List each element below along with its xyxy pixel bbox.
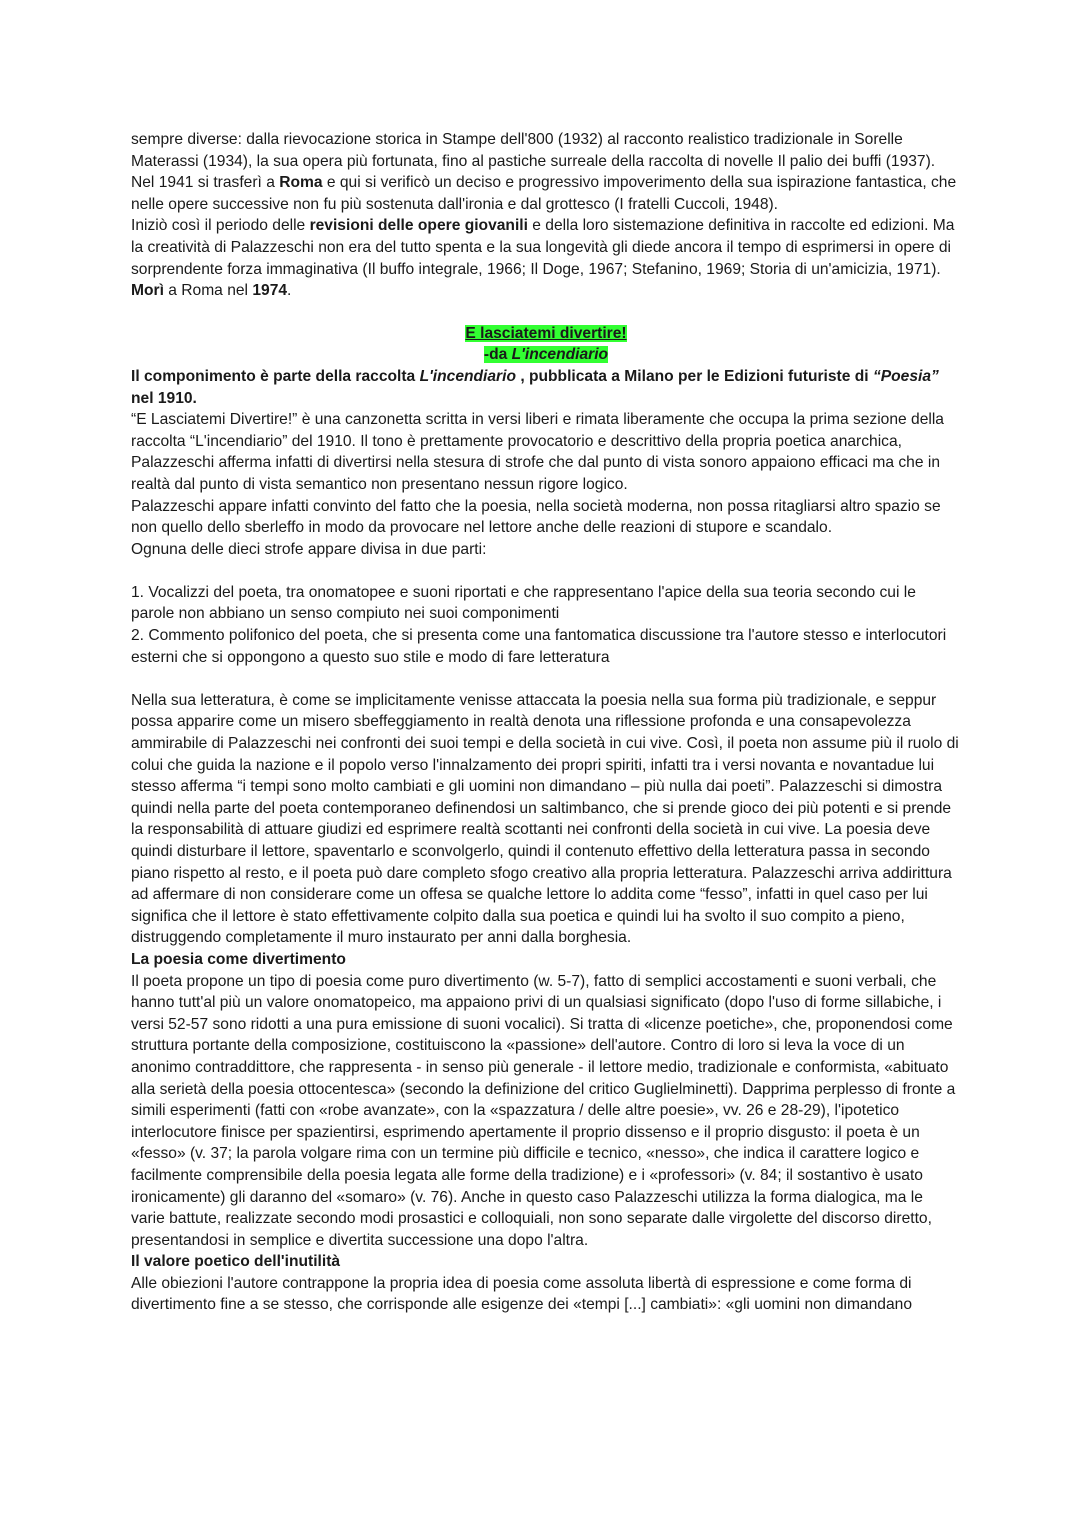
body-paragraph-5: Il poeta propone un tipo di poesia come puro divertimento (w. 5-7), fatto di semplici accostamenti e suoni verbali, che hanno tutt'al più un valore onomatopeico, ma appaiono privi di un qualsiasi significato (dopo l'uso di forme sillabiche, i versi 52-57 sono ridotti a una pura emissione di suoni vocalici). Si tratta di «licenze poetiche», che, proponendosi come struttura portante della composizione, costituiscono la «passione» dell'autore. Contro di loro si leva la voce di un anonimo contraddittore, che rappresenta - in senso più generale - il lettore medio, tradizionale e conformista, «abituato alla serietà della poesia ottocentesca» (secondo la definizione del critico Guglielminetti). Dapprima perplesso di fronte a simili esperimenti (fatti con «robe avanzate», con la «spazzatura / delle altre poesie», vv. 26 e 28-29), l'ipotetico interlocutore finisce per spazientirsi, esprimendo apertamente il proprio dissenso e il proprio disgusto: il poeta è un «fesso» (v. 37; la parola volgare rima con un termine più difficile e tecnico, «nesso», che indica il carattere logico e facilmente comprensibile della poesia legata alle forme della tradizione) e i «professori» (v. 84; il sostantivo è usato ironicamente) gli daranno del «somaro» (v. 76). Anche in questo caso Palazzeschi utilizza la forma dialogica, ma le varie battute, realizzate secondo modi prosastici e colloquiali, non sono separate dalle virgolette del discorso diretto, presentandosi in semplice e divertita successione una dopo l'altra. <box>131 972 956 1249</box>
section-heading-inutilita: Il valore poetico dell'inutilità <box>131 1253 341 1271</box>
biography-paragraph-2: Iniziò così il periodo delle revisioni delle opere giovanili e della loro sistemazione definitiva in raccolte ed edizioni. Ma la creatività di Palazzeschi non era del tutto spenta e la sua longevità gli diede ancora il tempo di esprimersi in opere di sorprendente forza immaginativa (Il buffo integrale, 1966; Il Doge, 1967; Stefanino, 1969; Storia di un'amicizia, 1971). Morì a Roma nel 1974. <box>131 217 955 300</box>
list-item: 2. Commento polifonico del poeta, che si presenta come una fantomatica discussione tra l'autore stesso e interlocutori esterni che si oppongono a questo suo stile e modo di fare letteratura <box>131 627 947 666</box>
body-paragraph-4: Nella sua letteratura, è come se implicitamente venisse attaccata la poesia nella sua forma più tradizionale, e seppur possa apparire come un misero sbeffeggiamento in realtà denota una riflessione profonda e una consapevolezza ammirabile di Palazzeschi nei confronti dei suoi tempi e della società in cui vive. Così, il poeta non assume più il ruolo di colui che guida la nazione e il popolo verso l'innalzamento dei propri spiriti, infatti tra i versi novanta e novantadue lui stesso afferma “i tempi sono molto cambiati e gli uomini non dimandano – più nulla dai poeti”. Palazzeschi si dimostra quindi nella parte del poeta contemporaneo definendosi un saltimbanco, che si prende gioco dei più potenti e si prende la responsabilità di attuare giudizi ed esprimere realtà scottanti nei confronti della società in cui vive. La poesia deve quindi disturbare il lettore, spaventarlo e sconvolgerlo, quindi il contenuto effettivo della letteratura passa in secondo piano rispetto al resto, e il poeta può dare completo sfogo creativo alla propria letteratura. Palazzeschi arriva addirittura ad affermare di non considerare come un offesa se qualche lettore lo addita come “fesso”, infatti in quel caso per lui significa che il lettore è stato effettivamente colpito dalla sua poetica e quindi lui ha svolto il suo compito a pieno, distruggendo completamente il muro instaurato per anni dalla borghesia. <box>131 691 959 947</box>
section-heading-divertimento: La poesia come divertimento <box>131 950 346 968</box>
body-paragraph-3: Ognuna delle dieci strofe appare divisa in due parti: <box>131 540 487 558</box>
poem-title: E lasciatemi divertire! <box>465 324 627 342</box>
document-page <box>131 129 961 1316</box>
body-paragraph-2: Palazzeschi appare infatti convinto del fatto che la poesia, nella società moderna, non possa ritagliarsi altro spazio se non quello dello sberleffo in modo da provocare nel lettore anche delle reazioni di stupore e scandalo. <box>131 497 941 537</box>
poem-heading <box>131 323 961 366</box>
body-paragraph-1: “E Lasciatemi Divertire!” è una canzonetta scritta in versi liberi e rimata liberamente che occupa la prima sezione della raccolta “L'incendiario” del 1910. Il tono è prettamente provocatorio e descrittivo della propria poetica anarchica, Palazzeschi afferma infatti di divertirsi nella stesura di strofe che dal punto di vista sonoro appaiono efficaci ma che in realtà dal punto di vista semantico non presentano nessun rigore logico. <box>131 411 944 493</box>
poem-source: -da L'incendiario <box>483 346 609 364</box>
intro-statement: Il componimento è parte della raccolta L'incendiario , pubblicata a Milano per le Edizioni futuriste di “Poesia” nel 1910. <box>131 367 939 407</box>
body-paragraph-6: Alle obiezioni l'autore contrappone la propria idea di poesia come assoluta libertà di espressione e come forma di divertimento fine a se stesso, che corrisponde alle esigenze dei «tempi [...] cambiati»: «gli uomini non dimandano <box>131 1274 912 1314</box>
list-item: 1. Vocalizzi del poeta, tra onomatopee e suoni riportati e che rappresentano l'apice della sua teoria secondo cui le parole non abbiano un senso compiuto nei suoi componimenti <box>131 583 916 623</box>
city-roma: Roma <box>279 174 323 192</box>
biography-paragraph-1: sempre diverse: dalla rievocazione storica in Stampe dell'800 (1932) al racconto realistico tradizionale in Sorelle Materassi (1934), la sua opera più fortunata, fino al pastiche surreale della raccolta di novelle Il palio dei buffi (1937). Nel 1941 si trasferì a Roma e qui si verificò un deciso e progressivo impoverimento della sua ispirazione fantastica, che nelle opere successive non fu più sostenuta dall'ironia e dal grottesco (I fratelli Cuccoli, 1948). <box>131 131 957 213</box>
